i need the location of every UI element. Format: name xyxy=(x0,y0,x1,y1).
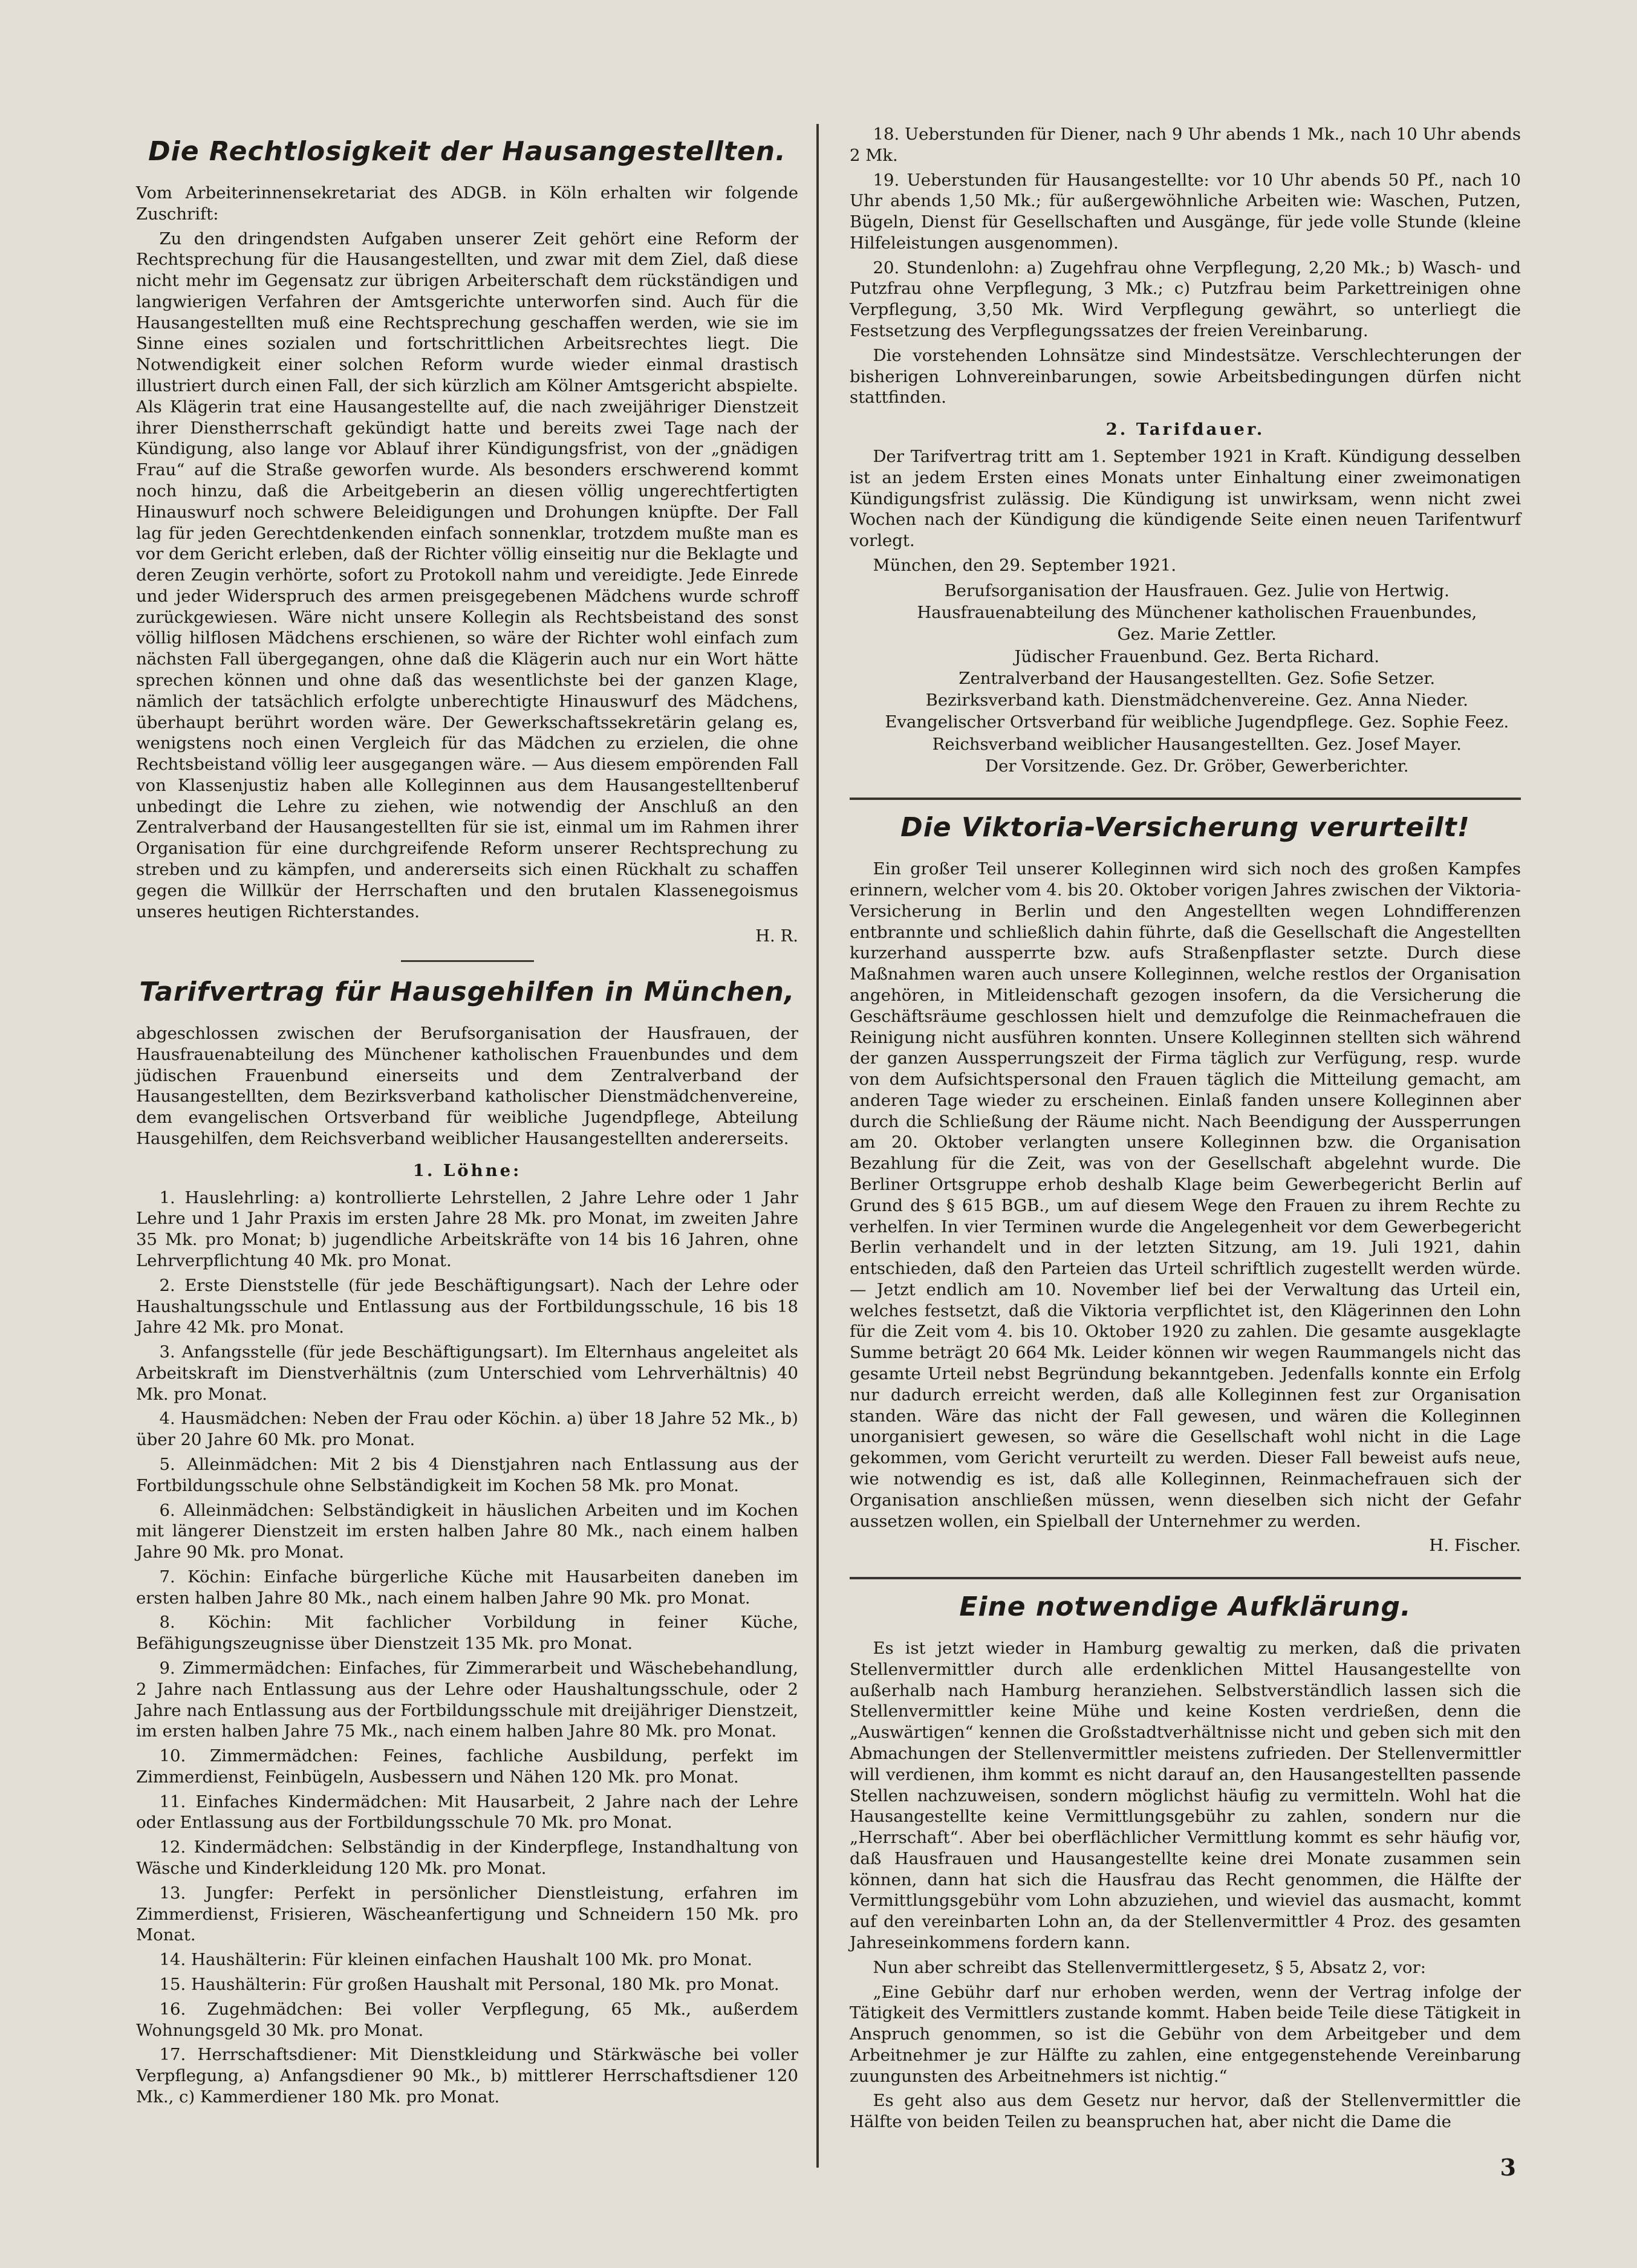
wage-item: 3. Anfangsstelle (für jede Beschäftigungsart). Im Elternhaus angeleitet als Arbeitskraft im Dienstverhältnis (zum Unterschied vom Lehrverhältnis) 40 Mk. pro Monat. xyxy=(136,1342,798,1404)
wage-item: 5. Alleinmädchen: Mit 2 bis 4 Dienstjahren nach Entlassung aus der Fortbildungsschule ohne Selbständigkeit im Kochen 58 Mk. pro Monat. xyxy=(136,1454,798,1495)
wage-item: 19. Ueberstunden für Hausangestellte: vor 10 Uhr abends 50 Pf., nach 10 Uhr abends 1,50 Mk.; für außergewöhnliche Arbeiten wie: Waschen, Putzen, Bügeln, Dienst für Gesellschaften und Ausgänge, für jede volle Stunde (kleine Hilfeleistungen ausgenommen). xyxy=(850,170,1521,253)
law-quote: „Eine Gebühr darf nur erhoben werden, wenn der Vertrag infolge der Tätigkeit des Vermittlers zustande kommt. Haben beide Teile diese Tätigkeit in Anspruch genommen, so ist die Gebühr von dem Arbeitgeber und dem Arbeitnehmer je zur Hälfte zu zahlen, eine entgegenstehende Vereinbarung zuungunsten des Arbeitnehmers ist nichtig.“ xyxy=(850,1982,1521,2086)
wage-item: 14. Haushälterin: Für kleinen einfachen Haushalt 100 Mk. pro Monat. xyxy=(159,1950,752,1970)
article-intro: abgeschlossen zwischen der Berufsorganisation der Hausfrauen, der Hausfrauenabteilung des Münchener katholischen Frauenbundes und dem jüdischen Frauenbund einerseits und dem Zentralverband der Hausangestellten, dem Bezirksverband katholischer Dienstmädchenvereine, dem evangelischen Ortsverband für weibliche Jugendpflege, Abteilung Hausgehilfen, dem Reichsverband weiblicher Hausangestellten andererseits. xyxy=(136,1024,798,1149)
section-rule xyxy=(850,1577,1521,1579)
minimum-rates-note: Die vorstehenden Lohnsätze sind Mindestsätze. Verschlechterungen der bisherigen Lohnvereinbarungen, sowie Arbeitsbedingungen dürfen nicht stattfinden. xyxy=(850,345,1521,408)
section-rule xyxy=(850,798,1521,800)
wage-item: 4. Hausmädchen: Neben der Frau oder Köchin. a) über 18 Jahre 52 Mk., b) über 20 Jahre 60 Mk. pro Monat. xyxy=(136,1409,798,1450)
article-body: Zu den dringendsten Aufgaben unserer Zeit gehört eine Reform der Rechtsprechung für die Hausangestellten, und zwar mit dem Ziel, daß diese nicht mehr im Gegensatz zur übrigen Arbeiterschaft dem rückständigen und langwierigen Verfahren der Amtsgerichte unterworfen sind. Auch für die Hausangestellten muß eine Rechtsprechung geschaffen werden, wie sie im Sinne eines sozialen und fortschrittlichen Arbeitsrechtes liegt. Die Notwendigkeit einer solchen Reform wurde wieder einmal drastisch illustriert durch einen Fall, der sich kürzlich am Kölner Amtsgericht abspielte. Als Klägerin trat eine Hausangestellte auf, die nach zweijähriger Dienstzeit ihrer Dienstherrschaft gekündigt hatte und bereits zwei Tage nach der Kündigung, also lange vor Ablauf ihrer Kündigungsfrist, von der „gnädigen Frau“ auf die Straße geworfen wurde. Als besonders erschwerend kommt noch hinzu, daß die Arbeitgeberin an diesen völlig ungerechtfertigten Hinauswurf noch schwere Beleidigungen und Drohungen knüpfte. Der Fall lag für jeden Gerechtdenkenden einfach sonnenklar, trotzdem mußte man es vor dem Gericht erleben, daß der Richter völlig einseitig nur die Beklagte und deren Zeugin verhörte, sofort zu Protokoll nahm und vereidigte. Jede Einrede und jeder Widerspruch des armen preisgegebenen Mädchens wurde schroff zurückgewiesen. Wäre nicht unsere Kollegin als Rechtsbeistand des sonst völlig hilflosen Mädchens erschienen, so wäre der Richter wohl einfach zum nächsten Fall übergegangen, ohne daß die Klägerin auch nur ein Wort hätte sprechen können und ohne daß das wesentlichste bei der ganzen Klage, nämlich der tatsächlich erfolgte unberechtigte Hinauswurf des Mädchens, überhaupt berührt worden wäre. Der Gewerkschaftssekretärin gelang es, wenigstens noch einen Vergleich für das Mädchen zu erzielen, die ohne Rechtsbeistand völlig leer ausgegangen wäre. — Aus diesem empörenden Fall von Klassenjustiz haben alle Kolleginnen aus dem Hausangestelltenberuf unbedingt die Lehre zu ziehen, wie notwendig der Anschluß an den Zentralverband der Hausangestellten für sie ist, einmal um im Rahmen ihrer Organisation für eine durchgreifende Reform unserer Rechtsprechung zu streben und zu kämpfen, und andererseits sich einen Rückhalt zu schaffen gegen die Willkür der Herrschaften und den brutalen Klassenegoismus unseres heutigen Richterstandes. xyxy=(136,229,798,921)
wage-item: 13. Jungfer: Perfekt in persönlicher Dienstleistung, erfahren im Zimmerdienst, Frisieren, Wäscheanfertigung und Schneidern 150 Mk. pro Monat. xyxy=(136,1883,798,1945)
contract-date: München, den 29. September 1921. xyxy=(873,555,1177,575)
wage-item: 8. Köchin: Mit fachlicher Vorbildung in feiner Küche, Befähigungszeugnisse über Dienstzeit 135 Mk. pro Monat. xyxy=(136,1613,798,1654)
wage-item: 15. Haushälterin: Für großen Haushalt mit Personal, 180 Mk. pro Monat. xyxy=(159,1974,779,1994)
article-body: Es ist jetzt wieder in Hamburg gewaltig zu merken, daß die privaten Stellenvermittler durch alle erdenklichen Mittel Hausangestellte von außerhalb nach Hamburg heranziehen. Selbstverständlich lassen sich die Stellenvermittler keine Mühe und keine Kosten verdrießen, denn die „Auswärtigen“ kennen die Großstadtverhältnisse nicht und geben sich mit den Abmachungen der Stellenvermittler meistens zufrieden. Der Stellenvermittler will verdienen, ihm kommt es nicht darauf an, den Hausangestellten passende Stellen nachzuweisen, sondern möglichst häufig zu vermitteln. Wohl hat die Hausangestellte keine Vermittlungsgebühr zu zahlen, sondern nur die „Herrschaft“. Aber bei oberflächlicher Vermittlung kommt es sehr häufig vor, daß Hausfrauen und Hausangestellte keine drei Monate zusammen sein können, dann hat sich die Hausfrau das Recht genommen, die Hälfte der Vermittlungsgebühr vom Lohn abzuziehen, und wieviel das ausmacht, kommt auf den vereinbarten Lohn an, da der Stellenvermittler 4 Proz. des gesamten Jahreseinkommens fordern kann. xyxy=(850,1639,1521,1953)
signatory-line: Hausfrauenabteilung des Münchener katholischen Frauenbundes, xyxy=(917,602,1477,622)
duration-text: Der Tarifvertrag tritt am 1. September 1921 in Kraft. Kündigung desselben ist an jedem Ersten eines Monats unter Einhaltung einer zweimonatigen Kündigungsfrist zulässig. Die Kündigung ist unwirksam, wenn nicht zwei Wochen nach der Kündigung die kündigende Seite einen neuen Tarifentwurf vorlegt. xyxy=(850,446,1521,551)
wage-item: 7. Köchin: Einfache bürgerliche Küche mit Hausarbeiten daneben im ersten halben Jahre 80 Mk., nach einem halben Jahre 90 Mk. pro Monat. xyxy=(136,1567,798,1608)
signatory-line: Zentralverband der Hausangestellten. Gez. Sofie Setzer. xyxy=(958,668,1436,688)
wage-item: 10. Zimmermädchen: Feines, fachliche Ausbildung, perfekt im Zimmerdienst, Feinbügeln, Ausbessern und Nähen 120 Mk. pro Monat. xyxy=(136,1746,798,1787)
article-title-tarifvertrag: Tarifvertrag für Hausgehilfen in München, xyxy=(139,976,795,1008)
wage-item: 2. Erste Dienststelle (für jede Beschäftigungsart). Nach der Lehre oder Haushaltungsschule und Entlassung aus der Fortbildungsschule, 16 bis 18 Jahre 42 Mk. pro Monat. xyxy=(136,1275,798,1337)
signatory-line: Jüdischer Frauenbund. Gez. Berta Richard. xyxy=(1014,646,1379,666)
signatory-line: Bezirksverband kath. Dienstmädchenvereine. Gez. Anna Nieder. xyxy=(925,690,1468,710)
wage-item: 18. Ueberstunden für Diener, nach 9 Uhr abends 1 Mk., nach 10 Uhr abends 2 Mk. xyxy=(850,125,1521,165)
page-number: 3 xyxy=(1500,2154,1516,2181)
signatory-line: Reichsverband weiblicher Hausangestellten. Gez. Josef Mayer. xyxy=(932,734,1462,754)
wage-item: 17. Herrschaftsdiener: Mit Dienstkleidung und Stärkwäsche bei voller Verpflegung, a) Anfangsdiener 90 Mk., b) mittlerer Herrschaftsdiener 120 Mk., c) Kammerdiener 180 Mk. pro Monat. xyxy=(136,2045,798,2107)
right-column xyxy=(850,124,1521,2136)
article-signature: H. Fischer. xyxy=(1429,1536,1521,1556)
article-body-end: Es geht also aus dem Gesetz nur hervor, daß der Stellenvermittler die Hälfte von beiden Teilen zu beanspruchen hat, aber nicht die Dame die xyxy=(850,2091,1521,2132)
article-title-viktoria: Die Viktoria-Versicherung verurteilt! xyxy=(900,812,1470,843)
article-signature: H. R. xyxy=(755,926,798,946)
wage-item: 20. Stundenlohn: a) Zugehfrau ohne Verpflegung, 2,20 Mk.; b) Wasch- und Putzfrau ohne Verpflegung, 3 Mk.; c) Putzfrau beim Parkettreinigen ohne Verpflegung, 3,50 Mk. Wird Verpflegung gewährt, so unterliegt die Festsetzung des Verpflegungssatzes der freien Vereinbarung. xyxy=(850,258,1521,341)
signatory-line: Berufsorganisation der Hausfrauen. Gez. Julie von Hertwig. xyxy=(944,580,1450,600)
wage-item: 16. Zugehmädchen: Bei voller Verpflegung, 65 Mk., außerdem Wohnungsgeld 30 Mk. pro Monat. xyxy=(136,1999,798,2040)
article-intro: Vom Arbeiterinnensekretariat des ADGB. in Köln erhalten wir folgende Zuschrift: xyxy=(136,183,798,224)
signatory-line: Evangelischer Ortsverband für weibliche Jugendpflege. Gez. Sophie Feez. xyxy=(885,712,1509,732)
article-title-rechtlosigkeit: Die Rechtlosigkeit der Hausangestellten. xyxy=(148,136,786,167)
wage-item: 1. Hauslehrling: a) kontrollierte Lehrstellen, 2 Jahre Lehre oder 1 Jahr Lehre und 1 Jahr Praxis im ersten Jahre 28 Mk. pro Monat, im zweiten Jahre 35 Mk. pro Monat; b) jugendliche Arbeitskräfte von 14 bis 16 Jahren, ohne Lehrverpflichtung 40 Mk. pro Monat. xyxy=(136,1188,798,1270)
signatory-line: Gez. Marie Zettler. xyxy=(1117,625,1277,645)
wage-item: 6. Alleinmädchen: Selbständigkeit in häuslichen Arbeiten und im Kochen mit längerer Dienstzeit im ersten halben Jahre 80 Mk., nach einem halben Jahre 90 Mk. pro Monat. xyxy=(136,1500,798,1562)
law-intro: Nun aber schreibt das Stellenvermittlergesetz, § 5, Absatz 2, vor: xyxy=(873,1957,1426,1977)
section-divider xyxy=(401,960,534,962)
column-divider xyxy=(816,124,819,2168)
article-title-aufklaerung: Eine notwendige Aufklärung. xyxy=(959,1591,1411,1623)
wage-item: 9. Zimmermädchen: Einfaches, für Zimmerarbeit und Wäschebehandlung, 2 Jahre nach Entlassung aus der Lehre oder Haushaltungsschule, oder 2 Jahre nach Entlassung aus der Fortbildungsschule mit dreijähriger Dienstzeit, im ersten halben Jahre 75 Mk., nach einem halben Jahre 80 Mk. pro Monat. xyxy=(136,1659,798,1741)
section-heading-tarifdauer: 2. Tarifdauer. xyxy=(1105,420,1265,440)
article-body: Ein großer Teil unserer Kolleginnen wird sich noch des großen Kampfes erinnern, welcher vom 4. bis 20. Oktober vorigen Jahres zwischen der Viktoria-Versicherung in Berlin und den Angestellten wegen Lohndifferenzen entbrannte und schließlich dahin führte, daß die Gesellschaft die Angestellten kurzerhand aussperrte bzw. aufs Straßenpflaster setzte. Durch diese Maßnahmen waren auch unsere Kolleginnen, welche restlos der Organisation angehören, in Mitleidenschaft gezogen insofern, da die Versicherung die Geschäftsräume geschlossen hielt und demzufolge die Reinmachefrauen die Reinigung nicht ausführen konnten. Unsere Kolleginnen stellten sich während der ganzen Aussperrungszeit der Firma täglich zur Verfügung, resp. wurde von dem Aufsichtspersonal den Frauen täglich die Mitteilung gemacht, am anderen Tage wieder zu erscheinen. Einlaß fanden unsere Kolleginnen aber durch die Schließung der Räume nicht. Nach Beendigung der Aussperrungen am 20. Oktober verlangten unsere Kolleginnen bzw. die Organisation Bezahlung für die Zeit, was von der Gesellschaft abgelehnt wurde. Die Berliner Ortsgruppe erhob deshalb Klage beim Gewerbegericht Berlin auf Grund des § 615 BGB., um auf diesem Wege den Frauen zu ihrem Rechte zu verhelfen. In vier Terminen wurde die Angelegenheit vor dem Gewerbegericht Berlin verhandelt und in der letzten Sitzung, am 19. Juli 1921, dahin entschieden, daß den Parteien das Urteil schriftlich zugestellt werden würde. — Jetzt endlich am 10. November lief bei der Verwaltung das Urteil ein, welches festsetzt, daß die Viktoria verpflichtet ist, den Klägerinnen den Lohn für die Zeit vom 4. bis 10. Oktober 1920 zu zahlen. Die gesamte ausgeklagte Summe beträgt 20 664 Mk. Leider können wir wegen Raummangels nicht das gesamte Urteil nebst Begründung bekanntgeben. Jedenfalls konnte ein Erfolg nur dadurch erreicht werden, daß alle Kolleginnen fest zur Organisation standen. Wäre das nicht der Fall gewesen, und wären die Kolleginnen unorganisiert gewesen, so wäre die Gesellschaft wohl nicht in die Lage gekommen, vom Gericht verurteilt zu werden. Dieser Fall beweist aufs neue, wie notwendig es ist, daß alle Kolleginnen, Reinmachefrauen sich der Organisation anschließen müssen, wenn dieselben sich nicht der Gefahr aussetzen wollen, ein Spielball der Unternehmer zu werden. xyxy=(850,859,1521,1531)
wage-item: 11. Einfaches Kindermädchen: Mit Hausarbeit, 2 Jahre nach der Lehre oder Entlassung aus der Fortbildungsschule 70 Mk. pro Monat. xyxy=(136,1792,798,1833)
left-column xyxy=(136,124,798,2111)
section-heading-loehne: 1. Löhne: xyxy=(412,1160,522,1180)
signatory-line: Der Vorsitzende. Gez. Dr. Gröber, Gewerberichter. xyxy=(985,756,1409,776)
wage-item: 12. Kindermädchen: Selbständig in der Kinderpflege, Instandhaltung von Wäsche und Kinderkleidung 120 Mk. pro Monat. xyxy=(136,1837,798,1879)
